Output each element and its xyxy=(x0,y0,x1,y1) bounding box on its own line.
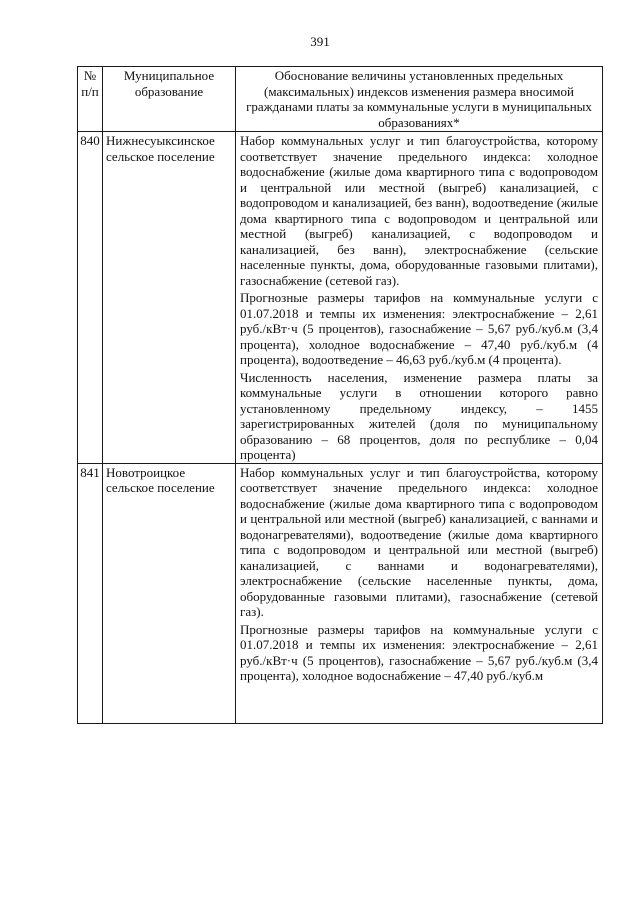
justification-paragraph: Прогнозные размеры тарифов на коммунальные услуги с 01.07.2018 и темпы их изменения: электроснабжение – 2,61 руб./кВт·ч (5 процентов), газоснабжение – 5,67 руб./куб.м (3,4 процента), холодное водоснабжение – 47,40 руб./куб.м xyxy=(240,621,598,683)
justification-paragraph: Численность населения, изменение размера платы за коммунальные услуги в отношении которого равно установленному предельному индексу, – 1455 зарегистрированных жителей (доля по муниципальному образованию – 68 процентов, доля по республике – 0,04 процента) xyxy=(240,369,598,462)
municipality-name: Нижнесуыксинское сельское поселение xyxy=(103,132,236,464)
justification-continued xyxy=(240,465,598,723)
page-number: 391 xyxy=(310,34,330,49)
row-number: 840 xyxy=(78,132,103,464)
row-number: 841 xyxy=(78,463,103,723)
municipality-name: Новотроицкое сельское поселение xyxy=(103,463,236,723)
table-row xyxy=(78,132,603,464)
header-justification: Обоснование величины установленных предельных (максимальных) индексов изменения размера вносимой гражданами платы за коммунальные услуги в муниципальных образованиях* xyxy=(236,67,603,132)
header-municipality: Муниципальное образование xyxy=(103,67,236,132)
table-header-row xyxy=(78,67,603,132)
justification-cell xyxy=(236,463,603,723)
justification-paragraph: Набор коммунальных услуг и тип благоустройства, которому соответствует значение предельного индекса: холодное водоснабжение (жилые дома квартирного типа с водопроводом и центральной или местной (выгреб) канализацией, с ваннами и водонагревателями), водоотведение (жилые дома квартирного типа с водопроводом и центральной или местной (выгреб) канализацией, с ваннами и водонагревателями), электроснабжение (сельские населенные пункты, дома, оборудованные газовыми плитами), газоснабжение (сетевой газ). xyxy=(240,464,598,619)
justification-paragraph: Набор коммунальных услуг и тип благоустройства, которому соответствует значение предельного индекса: холодное водоснабжение (жилые дома квартирного типа с водопроводом и центральной или местной (выгреб) канализацией, с водопроводом и канализацией, без ванн), водоотведение (жилые дома квартирного типа с водопроводом и центральной или местной (выгреб) канализацией, с водопроводом и канализацией, без ванн), электроснабжение (сельские населенные пункты, дома, оборудованные газовыми плитами), газоснабжение (сетевой газ). xyxy=(240,133,598,288)
tariff-justification-table xyxy=(77,66,603,724)
justification-paragraph: Прогнозные размеры тарифов на коммунальные услуги с 01.07.2018 и темпы их изменения: электроснабжение – 2,61 руб./кВт·ч (5 процентов), газоснабжение – 5,67 руб./куб.м (3,4 процента), холодное водоснабжение – 47,40 руб./куб.м (4 процента), водоотведение – 46,63 руб./куб.м (4 процента). xyxy=(240,290,598,367)
justification-cell xyxy=(236,132,603,464)
table-row xyxy=(78,463,603,723)
header-num: № п/п xyxy=(78,67,103,132)
